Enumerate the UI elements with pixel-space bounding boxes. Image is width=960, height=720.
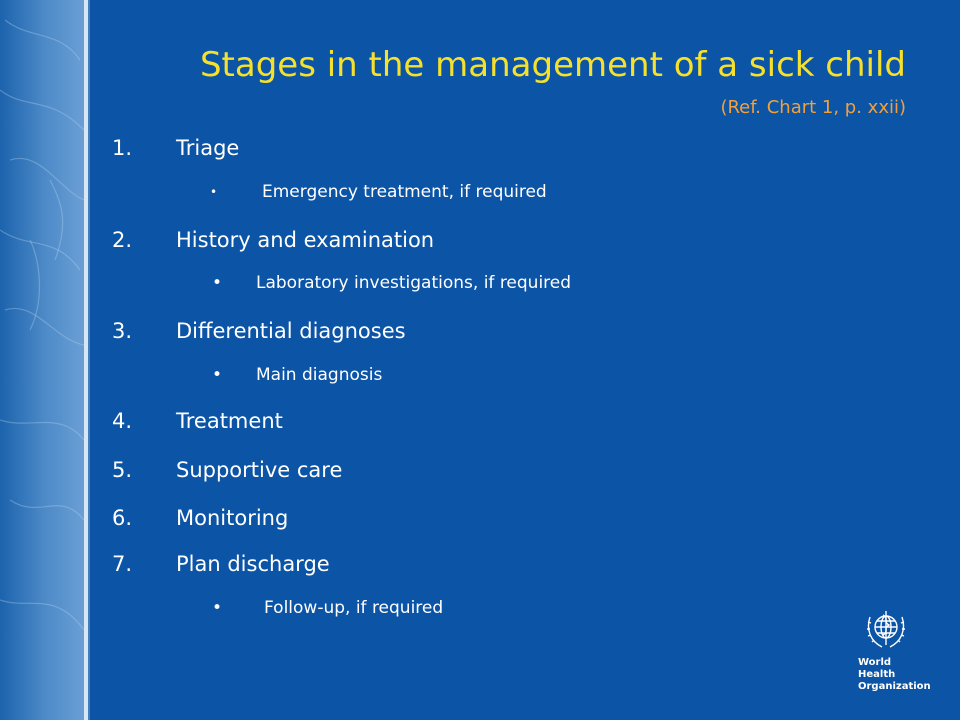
slide-title: Stages in the management of a sick child — [199, 45, 906, 85]
sidebar-divider-shadow — [88, 0, 90, 720]
item-number: 2. — [112, 228, 133, 252]
sub-item-label: Follow-up, if required — [264, 598, 444, 618]
item-label: Monitoring — [176, 506, 289, 530]
who-emblem-icon — [862, 605, 910, 653]
item-number: 3. — [112, 319, 133, 343]
bullet-icon: • — [212, 365, 223, 385]
logo-line-2: Organization — [858, 681, 931, 692]
item-label: Triage — [176, 136, 240, 160]
item-number: 6. — [112, 506, 133, 530]
bullet-icon: • — [210, 185, 218, 199]
sidebar-pattern-icon — [0, 0, 84, 720]
sub-item-label: Main diagnosis — [256, 365, 383, 385]
bullet-icon: • — [212, 273, 223, 293]
item-number: 7. — [112, 552, 133, 576]
item-label: Supportive care — [176, 458, 343, 482]
item-number: 5. — [112, 458, 133, 482]
who-logo — [852, 605, 931, 692]
item-number: 1. — [112, 136, 133, 160]
slide-subtitle: (Ref. Chart 1, p. xxii) — [720, 97, 906, 118]
item-number: 4. — [112, 409, 133, 433]
item-label: History and examination — [176, 228, 435, 252]
bullet-icon: • — [212, 598, 223, 618]
logo-line-1: World Health — [858, 657, 896, 680]
sub-item-label: Laboratory investigations, if required — [256, 273, 572, 293]
logo-wordmark — [852, 657, 931, 693]
item-label: Treatment — [176, 409, 283, 433]
item-label: Differential diagnoses — [176, 319, 406, 343]
sub-item-label: Emergency treatment, if required — [262, 182, 547, 202]
decorative-sidebar — [0, 0, 84, 720]
item-label: Plan discharge — [176, 552, 330, 576]
